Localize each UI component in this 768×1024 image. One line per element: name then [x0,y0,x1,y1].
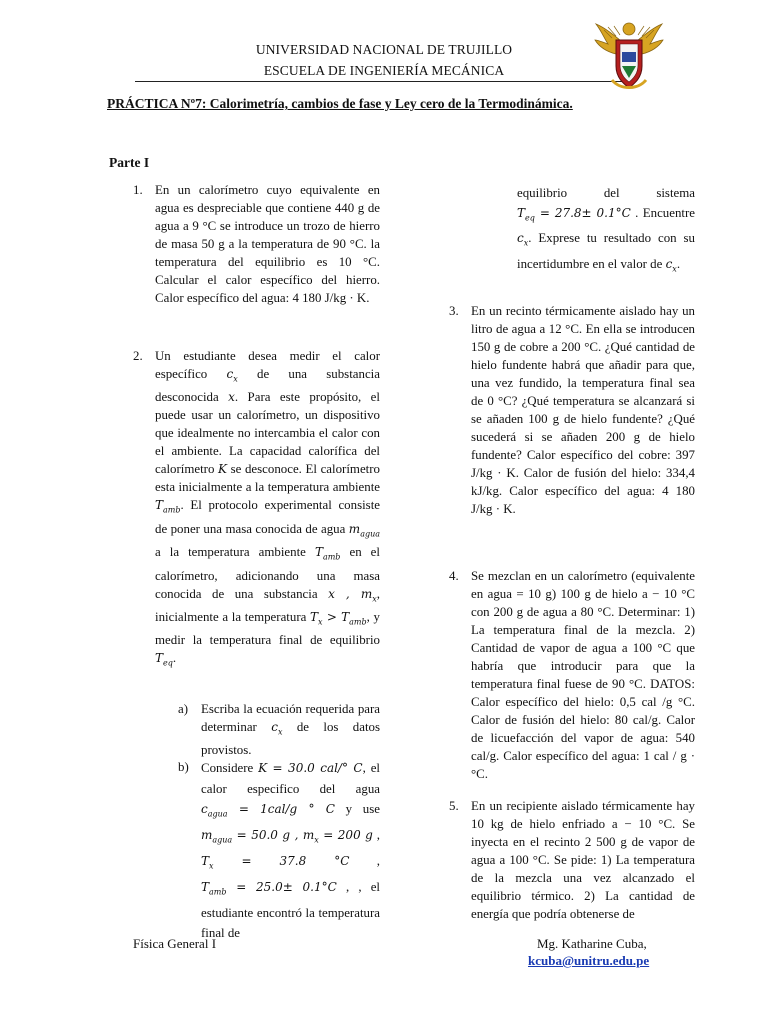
problem-2b-continuation: equilibrio del sistema $T_{eq} = 27.8\pm 0.1^\circ C$ . Encuentre $c_x$. Exprese tu resultado con su incertidumbre en el valor de $c_x$. [517,186,695,274]
part-heading: Parte I [109,155,150,170]
problem-1-text: En un calorímetro cuyo equivalente en agua es despreciable que contiene 440 g de agua a 9 °C se introduce un trozo de hierro de masa 50 g a la temperatura de 90 °C. la temperatura del equilibrio es 10 °C. Calcular el calor específico del hierro. Calor específico del agua: 4 180 J/kg · K. [155,183,380,305]
problem-2b-t3: y use [345,802,380,816]
eq-cx-3: $c_x$ [517,231,529,248]
eq-cx-2: $c_x$ [271,720,283,737]
problem-2b-t1: Considere [201,761,254,775]
university-seal-icon [594,18,664,94]
eq-cx: $c_x$ [226,367,238,384]
school-name: ESCUELA DE INGENIERÍA MECÁNICA [263,63,505,78]
problem-2-t3: . Para este propósito, el puede usar un calorímetro, un dispositivo que idealmente no intercambia el calor con el ambiente. La capacidad calorífica del calorímetro [155,390,380,477]
problem-2b-c1: equilibrio del sistema [517,186,695,200]
problem-5-number: 5. [449,799,459,813]
eq-Tamb: $T_{amb}$ [155,498,181,515]
problem-2-t4: se desconoce. El calorímetro esta inicialmente a la temperatura ambiente [155,462,380,495]
problem-2b-c3: . Exprese tu resultado con su incertidumbre en el valor de [517,231,695,271]
eq-magua: $m_{agua}$ [348,521,380,539]
author-email-link[interactable]: kcuba@unitru.edu.pe [528,953,650,968]
problem-2-t2: de una substancia desconocida [155,367,380,405]
problem-2b-t2: , el calor especifico del agua [201,761,380,796]
eq-Teq-value: $T_{eq} = 27.8\pm 0.1^\circ C$ [517,206,631,223]
eq-K: K [218,462,228,477]
eq-x: x [228,390,235,405]
problem-2-text [155,347,380,673]
eq-Tamb-2: $T_{amb}$ [314,545,341,562]
university-name: UNIVERSIDAD NACIONAL DE TRUJILLO [255,42,513,57]
problem-3-number: 3. [449,304,459,318]
problem-5-text: En un recipiente aislado térmicamente hay 10 kg de hielo enfriado a − 10 °C. Se inyecta en el recinto 2 500 g de vapor de agua a 100 °C. Se pide: 1) La temperatura de la mezcla una vez alcanzado el equilibrio térmico. 2) La cantidad de energía que podría obtenerse de [471,799,695,921]
eq-Tamb-value: $T_{amb} = 25.0\pm 0.1^\circ C$ [201,879,337,897]
eq-x-mx: x , $m_x$ [328,586,377,603]
footer-course: Física General I [133,936,217,951]
problem-2-t7: en el calorímetro, adicionando una masa conocida de una substancia [155,545,380,601]
eq-Teq: $T_{eq}$ [155,651,173,668]
problem-2b-text: Considere K = 30.0 cal/° C, el calor especifico del agua $c_{agua} = 1cal/g$ ° C y use $m_{agua} = 50.0$ g , $m_x = 200$ g , $T_x = 37.8$ °C , $T_{amb} = 25.0\pm 0.1^\circ C$ , , el estudiante encontró la temperatura final de [201,761,380,941]
problem-1-number: 1. [133,183,143,197]
eq-cagua: $c_{agua} = 1cal/g$ ° C [201,802,335,819]
footer-author-block [528,936,650,969]
eq-Tx: $T_x = 37.8$ °C [201,853,350,871]
problem-2-t10: . [172,651,177,666]
problem-2-t5: . El protocolo experimental consiste de poner una masa conocida de agua [155,498,380,536]
practice-title: PRÁCTICA Nº7: Calorimetría, cambios de fase y Ley cero de la Termodinámica. [107,96,573,111]
header-rule [135,81,635,82]
problem-2b-label: b) [178,760,189,774]
eq-cx-4: $c_x$ [665,256,677,274]
problem-3-text: En un recinto térmicamente aislado hay un litro de agua a 12 °C. En ella se introducen 150 g de cobre a 200 °C. ¿Qué cantidad de hielo fundente habrá que añadir para que, una vez fundido, la temperatura final sea de 0 °C? ¿Qué temperatura se alcanzará si se añaden 100 g de hielo fundente? ¿Qué sucederá si se añaden 200 g de hielo fundente? Calor específico del cobre: 397 J/kg · K. Calor de fusión del hielo: 334,4 kJ/kg. Calor específico del agua: 4 180 J/kg · K. [471,304,695,516]
eq-Tx-gt-Tamb: $T_x > T_{amb}$ [310,609,367,627]
problem-2b-t4: , el estudiante encontró la temperatura final de [201,879,380,941]
eq-masses: $m_{agua} = 50.0$ g , $m_x = 200$ g [201,827,373,845]
footer-author: Mg. Katharine Cuba, [537,936,647,951]
eq-K-value: K = 30.0 cal/° C [258,761,363,775]
problem-4-number: 4. [449,569,459,583]
problem-2-t9: , y medir la temperatura final de equilibrio [155,609,380,648]
problem-2-t6: a la temperatura ambiente [155,545,306,560]
problem-4-text: Se mezclan en un calorímetro (equivalente en agua = 10 g) 100 g de hielo a − 10 °C con 200 g de agua a 80 °C. Determinar: 1) La temperatura final de la mezcla. 2) Cantidad de vapor de agua a 100 °C que habría que introducir para que la temperatura final fuese de 90 °C. DATOS: Calor específico del hielo: 0,5 cal /g °C. Calor de fusión del hielo: 80 cal/g. Calor de licuefacción del vapor de agua: 540 cal/g. Calor específico del agua: 1 cal / g · °C. [471,569,695,781]
problem-2a-t2: de los datos provistos. [201,720,380,758]
problem-2b-c4: . [676,256,681,271]
problem-2-t1: Un estudiante desea medir el calor específico [155,349,380,381]
problem-2b-c2: Encuentre [642,206,695,220]
problem-2a-label: a) [178,702,189,716]
problem-2-t8: , inicialmente a la temperatura [155,586,380,624]
problem-2a-t1: Escriba la ecuación requerida para determinar [201,702,380,734]
problem-2-number: 2. [133,349,143,363]
problem-2a-text [201,700,380,759]
